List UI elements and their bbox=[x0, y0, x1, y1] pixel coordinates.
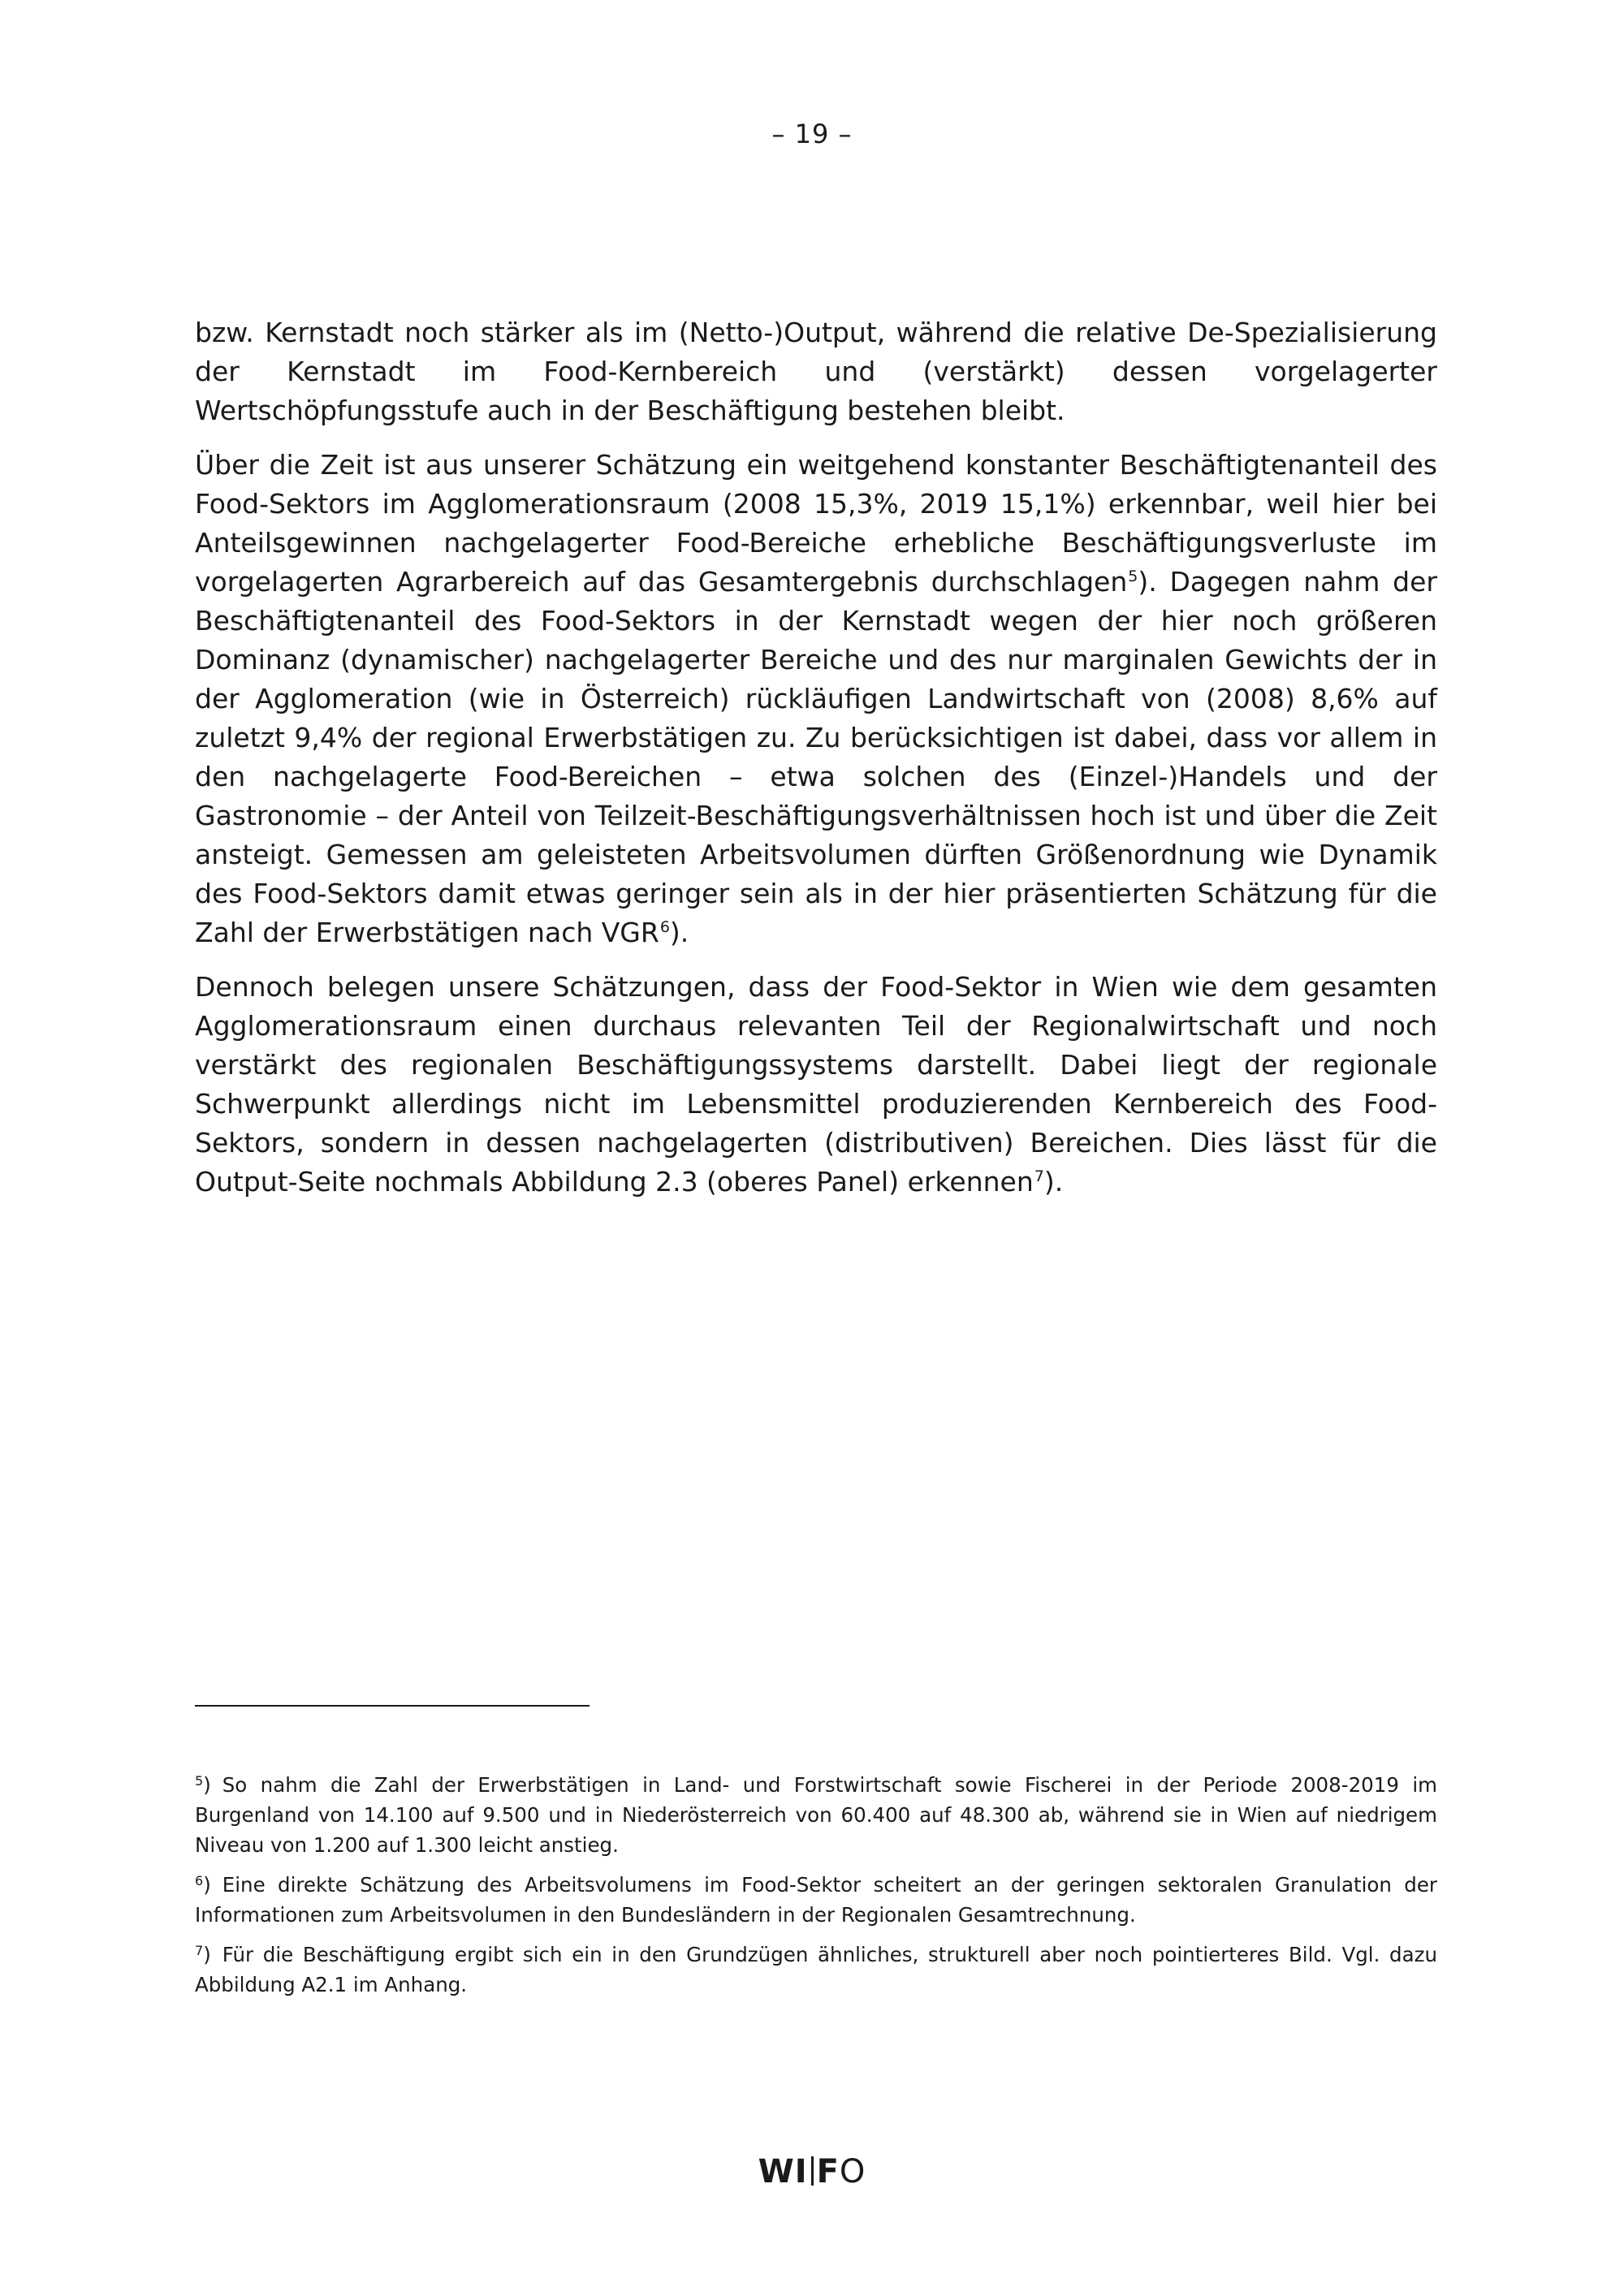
footnote-5 bbox=[195, 1770, 1437, 1860]
footnote-divider bbox=[195, 1705, 590, 1707]
footnote-reference-7[interactable]: 7 bbox=[1034, 1167, 1044, 1185]
paragraph-2-text-b: ). Dagegen nahm der Beschäftigtenanteil des Food-Sektors in der Kernstadt wegen der hier noch größeren Dominanz (dynamischer) nachgelagerter Bereiche und des nur marginalen Gewichts der in der Agglomeration (wie in Österreich) rückläufigen Landwirtschaft von (2008) 8,6% auf zuletzt 9,4% der regional Erwerbstätigen zu. Zu berücksichtigen ist dabei, dass vor allem in den nachgelagerte Food-Bereichen – etwa solchen des (Einzel-)Handels und der Gastronomie – der Anteil von Teilzeit-Beschäftigungsverhältnissen hoch ist und über die Zeit ansteigt. Gemessen am geleisteten Arbeitsvolumen dürften Größenordnung wie Dynamik des Food-Sektors damit etwas geringer sein als in der hier präsentierten Schätzung für die Zahl der Erwerbstätigen nach VGR bbox=[195, 566, 1437, 948]
logo-text-f: F bbox=[816, 2153, 840, 2190]
footnote-marker: 7 bbox=[195, 1943, 204, 1958]
footnotes bbox=[195, 1770, 1437, 2009]
paragraph-2-text-c: ). bbox=[669, 917, 689, 948]
footnote-marker-paren: ) bbox=[203, 1773, 211, 1797]
paragraph-2 bbox=[195, 446, 1437, 952]
footnote-marker: 6 bbox=[195, 1873, 204, 1888]
wifo-logo bbox=[0, 2153, 1624, 2190]
logo-bar bbox=[811, 2156, 814, 2186]
paragraph-1 bbox=[195, 313, 1437, 430]
footnote-marker-paren: ) bbox=[203, 1943, 211, 1966]
footnote-marker: 5 bbox=[195, 1773, 204, 1789]
footnote-marker-paren: ) bbox=[203, 1873, 211, 1897]
paragraph-3-text-b: ). bbox=[1043, 1166, 1064, 1198]
footnote-6 bbox=[195, 1870, 1437, 1930]
paragraph-3 bbox=[195, 968, 1437, 1202]
footnote-text: Für die Beschäftigung ergibt sich ein in den Grundzügen ähnliches, strukturell aber noch pointierteres Bild. Vgl. dazu Abbildung A2.1 im Anhang. bbox=[195, 1943, 1437, 1996]
paragraph-2-text-a: Über die Zeit ist aus unserer Schätzung ein weitgehend konstanter Beschäftigtenanteil des Food-Sektors im Agglomerationsraum (2008 15,3%, 2019 15,1%) erkennbar, weil hier bei Anteilsgewinnen nachgelagerter Food-Bereiche erhebliche Beschäftigungsverluste im vorgelagerten Agrarbereich auf das Gesamtergebnis durchschlagen bbox=[195, 449, 1437, 598]
footnote-text: So nahm die Zahl der Erwerbstätigen in Land- und Forstwirtschaft sowie Fischerei in der Periode 2008-2019 im Burgenland von 14.100 auf 9.500 und in Niederösterreich von 60.400 auf 48.300 ab, während sie in Wien auf niedrigem Niveau von 1.200 auf 1.300 leicht anstieg. bbox=[195, 1773, 1437, 1857]
logo-text-o: O bbox=[839, 2153, 866, 2190]
body-text bbox=[195, 313, 1437, 1217]
paragraph-1-text: bzw. Kernstadt noch stärker als im (Netto-)Output, während die relative De-Spezialisierung der Kernstadt im Food-Kernbereich und (verstärkt) dessen vorgelagerter Wertschöpfungsstufe auch in der Beschäftigung bestehen bleibt. bbox=[195, 317, 1437, 426]
page-number: – 19 – bbox=[771, 119, 853, 149]
footnote-7 bbox=[195, 1940, 1437, 2000]
footnote-reference-5[interactable]: 5 bbox=[1128, 568, 1138, 585]
footnote-text: Eine direkte Schätzung des Arbeitsvolumens im Food-Sektor scheitert an der geringen sektoralen Granulation der Informationen zum Arbeitsvolumen in den Bundesländern in der Regionalen Gesamtrechnung. bbox=[195, 1873, 1437, 1927]
footnote-reference-6[interactable]: 6 bbox=[659, 918, 670, 936]
paragraph-3-text-a: Dennoch belegen unsere Schätzungen, dass der Food-Sektor in Wien wie dem gesamten Agglomerationsraum einen durchaus relevanten Teil der Regionalwirtschaft und noch verstärkt des regionalen Beschäftigungssystems darstellt. Dabei liegt der regionale Schwerpunkt allerdings nicht im Lebensmittel produzierenden Kernbereich des Food-Sektors, sondern in dessen nachgelagerten (distributiven) Bereichen. Dies lässt für die Output-Seite nochmals Abbildung 2.3 (oberes Panel) erkennen bbox=[195, 971, 1437, 1198]
logo-text-wi: WI bbox=[758, 2153, 808, 2190]
